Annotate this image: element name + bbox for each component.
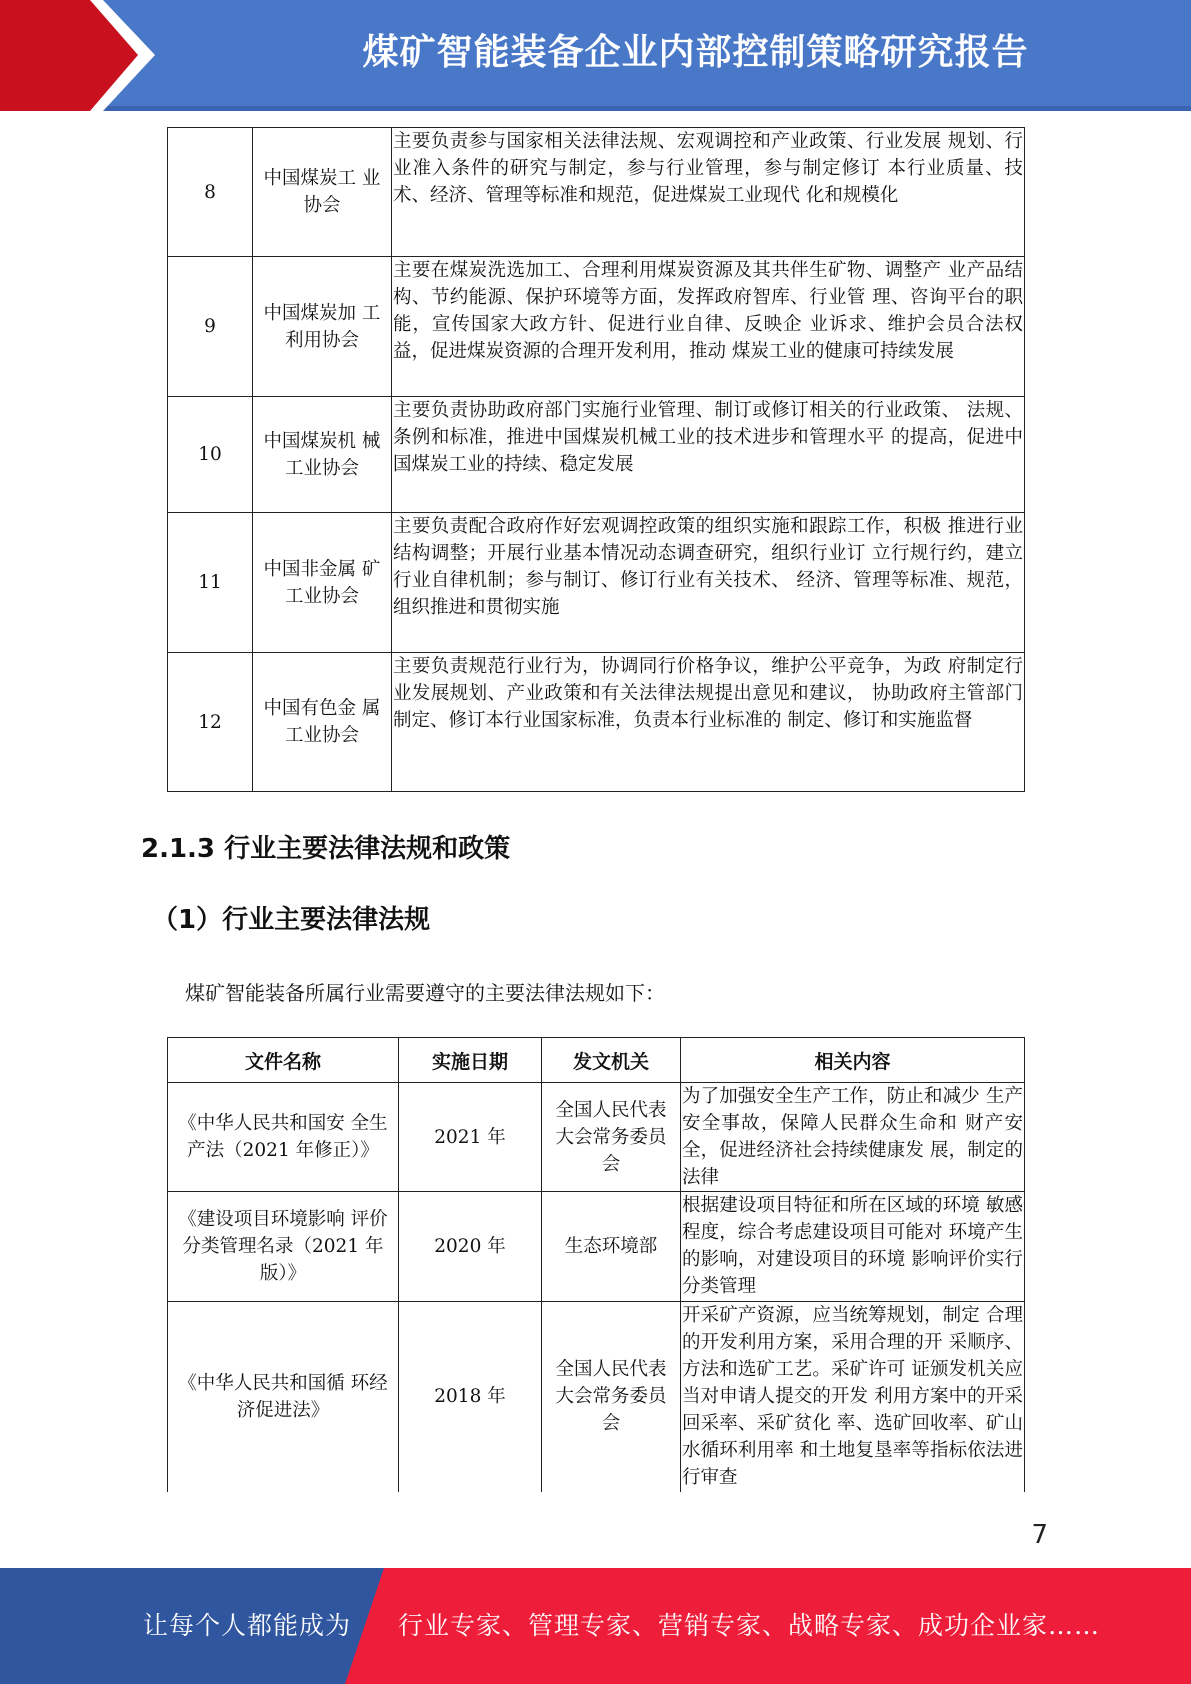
associations-table xyxy=(167,127,1025,792)
page-header xyxy=(0,0,1191,111)
association-description: 主要在煤炭洗选加工、合理利用煤炭资源及其共伴生矿物、调整产 业产品结构、节约能源、保护环境等方面，发挥政府智库、行业管 理、咨询平台的职能，宣传国家大政方针、促进行业自律、反映企 业诉求、维护会员合法权益，促进煤炭资源的合理开发利用，推动 煤炭工业的健康可持续发展 xyxy=(392,257,1025,397)
footer-slogan-left: 让每个人都能成为 xyxy=(143,1611,352,1640)
table-row xyxy=(168,653,1025,792)
law-file-name: 《建设项目环境影响 评价分类管理名录（2021 年版）》 xyxy=(168,1192,399,1302)
column-header-content: 相关内容 xyxy=(681,1038,1025,1083)
association-name: 中国煤炭机 械工业协会 xyxy=(253,397,392,513)
table-header-row xyxy=(168,1038,1025,1083)
law-file-name: 《中华人民共和国安 全生产法（2021 年修正）》 xyxy=(168,1083,399,1192)
intro-paragraph: 煤矿智能装备所属行业需要遵守的主要法律法规如下： xyxy=(185,981,665,1005)
laws-table xyxy=(167,1037,1025,1492)
footer-slogan-right: 行业专家、管理专家、营销专家、战略专家、成功企业家…… xyxy=(398,1611,1101,1640)
row-number: 10 xyxy=(168,397,253,513)
row-number: 9 xyxy=(168,257,253,397)
header-title: 煤矿智能装备企业内部控制策略研究报告 xyxy=(362,32,1029,73)
law-file-name: 《中华人民共和国循 环经济促进法》 xyxy=(168,1302,399,1492)
table-row xyxy=(168,1083,1025,1192)
association-description: 主要负责协助政府部门实施行业管理、制订或修订相关的行业政策、 法规、条例和标准，推进中国煤炭机械工业的技术进步和管理水平 的提高，促进中国煤炭工业的持续、稳定发展 xyxy=(392,397,1025,513)
law-issuer: 生态环境部 xyxy=(542,1192,681,1302)
row-number: 11 xyxy=(168,513,253,653)
law-date: 2018 年 xyxy=(399,1302,542,1492)
subsection-heading: （1）行业主要法律法规 xyxy=(152,905,431,935)
association-name: 中国煤炭加 工利用协会 xyxy=(253,257,392,397)
table-row xyxy=(168,128,1025,257)
table-row xyxy=(168,1192,1025,1302)
table-row xyxy=(168,257,1025,397)
row-number: 8 xyxy=(168,128,253,257)
page-footer xyxy=(0,1568,1191,1684)
law-issuer: 全国人民代表大会常务委员会 xyxy=(542,1302,681,1492)
law-content: 根据建设项目特征和所在区域的环境 敏感程度，综合考虑建设项目可能对 环境产生的影响，对建设项目的环境 影响评价实行分类管理 xyxy=(681,1192,1025,1302)
law-issuer: 全国人民代表大会常务委员会 xyxy=(542,1083,681,1192)
column-header-issuer: 发文机关 xyxy=(542,1038,681,1083)
association-name: 中国非金属 矿工业协会 xyxy=(253,513,392,653)
row-number: 12 xyxy=(168,653,253,792)
law-content: 开采矿产资源，应当统筹规划，制定 合理的开发利用方案，采用合理的开 采顺序、方法和选矿工艺。采矿许可 证颁发机关应当对申请人提交的开发 利用方案中的开采回采率、采矿贫化 率、选矿回收率、矿山水循环利用率 和土地复垦率等指标依法进行审查 xyxy=(681,1302,1025,1492)
column-header-date: 实施日期 xyxy=(399,1038,542,1083)
column-header-file-name: 文件名称 xyxy=(168,1038,399,1083)
table-row xyxy=(168,397,1025,513)
page-number: 7 xyxy=(1031,1520,1048,1550)
association-description: 主要负责配合政府作好宏观调控政策的组织实施和跟踪工作，积极 推进行业结构调整；开展行业基本情况动态调查研究，组织行业订 立行规行约，建立行业自律机制；参与制订、修订行业有关技术、 经济、管理等标准、规范，组织推进和贯彻实施 xyxy=(392,513,1025,653)
association-description: 主要负责参与国家相关法律法规、宏观调控和产业政策、行业发展 规划、行业准入条件的研究与制定，参与行业管理，参与制定修订 本行业质量、技术、经济、管理等标准和规范，促进煤炭工业现代 化和规模化 xyxy=(392,128,1025,257)
table-row xyxy=(168,513,1025,653)
association-name: 中国有色金 属工业协会 xyxy=(253,653,392,792)
law-content: 为了加强安全生产工作，防止和减少 生产安全事故，保障人民群众生命和 财产安全，促进经济社会持续健康发 展，制定的法律 xyxy=(681,1083,1025,1192)
association-description: 主要负责规范行业行为，协调同行价格争议，维护公平竞争，为政 府制定行业发展规划、产业政策和有关法律法规提出意见和建议， 协助政府主管部门制定、修订本行业国家标准，负责本行业标准的 制定、修订和实施监督 xyxy=(392,653,1025,792)
section-heading: 2.1.3 行业主要法律法规和政策 xyxy=(141,834,511,864)
table-row xyxy=(168,1302,1025,1492)
law-date: 2020 年 xyxy=(399,1192,542,1302)
association-name: 中国煤炭工 业协会 xyxy=(253,128,392,257)
law-date: 2021 年 xyxy=(399,1083,542,1192)
